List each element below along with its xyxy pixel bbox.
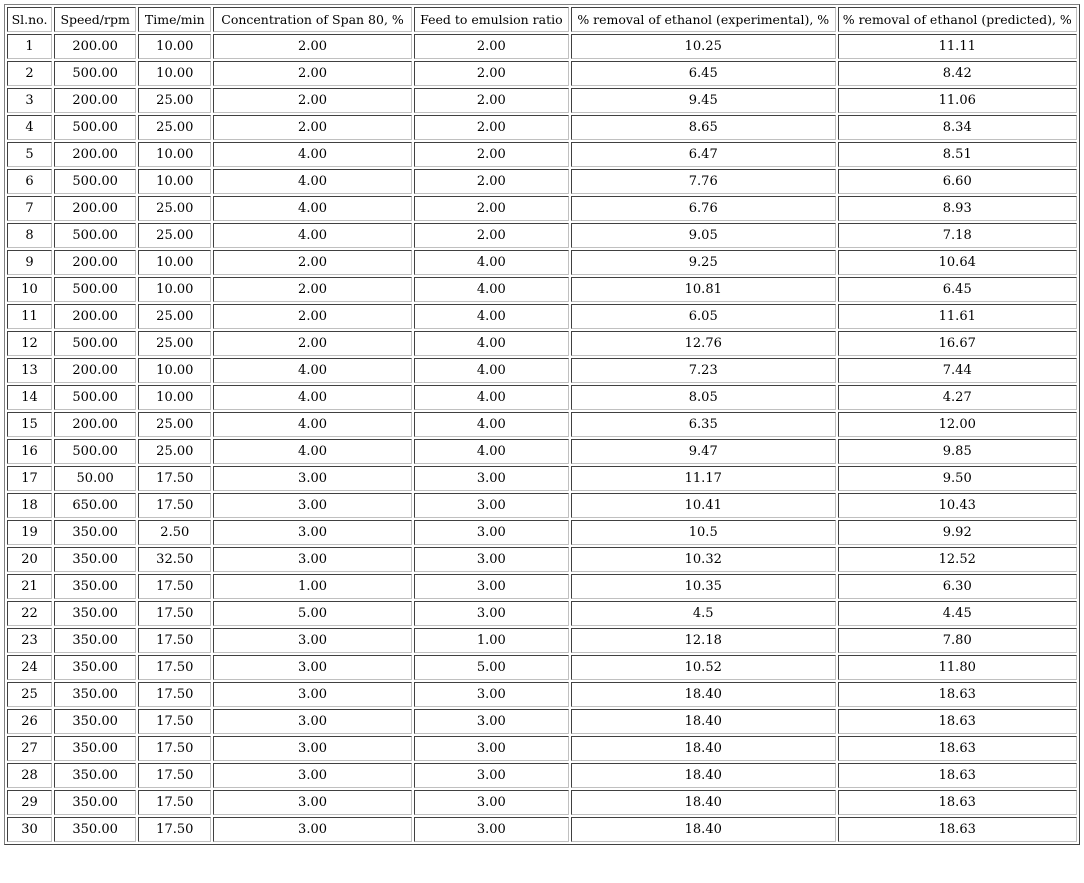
cell-sl-no: 26 [7,709,52,734]
header-feed-emulsion-ratio: Feed to emulsion ratio [414,7,569,32]
cell-sl-no: 17 [7,466,52,491]
cell-removal-predicted: 4.45 [838,601,1078,626]
cell-span80: 2.00 [213,250,411,275]
table-row [7,682,1077,707]
cell-removal-experimental: 7.76 [571,169,836,194]
cell-sl-no: 20 [7,547,52,572]
cell-span80: 5.00 [213,601,411,626]
cell-removal-predicted: 8.34 [838,115,1078,140]
cell-feed-ratio: 3.00 [414,574,569,599]
cell-removal-predicted: 8.42 [838,61,1078,86]
cell-feed-ratio: 2.00 [414,34,569,59]
cell-span80: 4.00 [213,439,411,464]
cell-removal-experimental: 18.40 [571,763,836,788]
cell-feed-ratio: 4.00 [414,331,569,356]
cell-time: 17.50 [138,790,211,815]
cell-sl-no: 24 [7,655,52,680]
cell-time: 17.50 [138,763,211,788]
cell-speed: 500.00 [54,331,136,356]
data-table [4,4,1080,845]
table-row [7,547,1077,572]
cell-time: 17.50 [138,817,211,842]
cell-span80: 3.00 [213,817,411,842]
cell-time: 25.00 [138,88,211,113]
cell-time: 10.00 [138,358,211,383]
cell-removal-predicted: 9.50 [838,466,1078,491]
cell-span80: 3.00 [213,655,411,680]
cell-span80: 2.00 [213,61,411,86]
cell-feed-ratio: 4.00 [414,358,569,383]
cell-sl-no: 18 [7,493,52,518]
cell-removal-predicted: 18.63 [838,709,1078,734]
cell-time: 17.50 [138,493,211,518]
table-row [7,115,1077,140]
cell-feed-ratio: 3.00 [414,682,569,707]
cell-sl-no: 1 [7,34,52,59]
cell-feed-ratio: 3.00 [414,466,569,491]
cell-sl-no: 9 [7,250,52,275]
cell-time: 25.00 [138,223,211,248]
cell-sl-no: 13 [7,358,52,383]
cell-time: 25.00 [138,304,211,329]
cell-removal-predicted: 7.44 [838,358,1078,383]
cell-feed-ratio: 4.00 [414,412,569,437]
cell-time: 17.50 [138,682,211,707]
cell-speed: 500.00 [54,277,136,302]
cell-removal-predicted: 18.63 [838,790,1078,815]
cell-span80: 3.00 [213,790,411,815]
cell-removal-experimental: 4.5 [571,601,836,626]
cell-removal-experimental: 18.40 [571,682,836,707]
cell-removal-experimental: 12.18 [571,628,836,653]
table-body [7,34,1077,842]
cell-time: 17.50 [138,628,211,653]
cell-time: 10.00 [138,250,211,275]
cell-removal-experimental: 10.35 [571,574,836,599]
cell-removal-experimental: 9.05 [571,223,836,248]
cell-feed-ratio: 2.00 [414,169,569,194]
cell-span80: 4.00 [213,385,411,410]
cell-span80: 3.00 [213,466,411,491]
cell-speed: 200.00 [54,196,136,221]
cell-removal-experimental: 18.40 [571,736,836,761]
cell-speed: 350.00 [54,709,136,734]
cell-time: 2.50 [138,520,211,545]
cell-removal-experimental: 8.65 [571,115,836,140]
cell-removal-experimental: 11.17 [571,466,836,491]
cell-speed: 350.00 [54,817,136,842]
cell-feed-ratio: 3.00 [414,601,569,626]
cell-sl-no: 11 [7,304,52,329]
cell-span80: 4.00 [213,358,411,383]
header-removal-predicted: % removal of ethanol (predicted), % [838,7,1078,32]
cell-feed-ratio: 3.00 [414,817,569,842]
header-span80-concentration: Concentration of Span 80, % [213,7,411,32]
cell-feed-ratio: 4.00 [414,250,569,275]
cell-time: 10.00 [138,34,211,59]
cell-sl-no: 25 [7,682,52,707]
cell-time: 32.50 [138,547,211,572]
cell-speed: 350.00 [54,601,136,626]
cell-removal-predicted: 11.80 [838,655,1078,680]
cell-removal-predicted: 11.11 [838,34,1078,59]
cell-removal-predicted: 10.64 [838,250,1078,275]
table-row [7,34,1077,59]
cell-sl-no: 15 [7,412,52,437]
cell-speed: 350.00 [54,574,136,599]
cell-sl-no: 27 [7,736,52,761]
cell-time: 25.00 [138,439,211,464]
cell-removal-predicted: 6.30 [838,574,1078,599]
table-row [7,736,1077,761]
cell-removal-predicted: 7.80 [838,628,1078,653]
table-row [7,223,1077,248]
cell-feed-ratio: 3.00 [414,709,569,734]
cell-time: 10.00 [138,142,211,167]
cell-removal-experimental: 6.45 [571,61,836,86]
cell-removal-predicted: 4.27 [838,385,1078,410]
table-row [7,439,1077,464]
table-row [7,385,1077,410]
cell-span80: 3.00 [213,520,411,545]
cell-removal-predicted: 10.43 [838,493,1078,518]
cell-sl-no: 30 [7,817,52,842]
cell-removal-experimental: 18.40 [571,790,836,815]
cell-speed: 200.00 [54,142,136,167]
cell-removal-predicted: 18.63 [838,817,1078,842]
cell-removal-experimental: 18.40 [571,817,836,842]
cell-sl-no: 29 [7,790,52,815]
cell-removal-experimental: 10.41 [571,493,836,518]
cell-span80: 3.00 [213,763,411,788]
cell-span80: 3.00 [213,682,411,707]
cell-speed: 200.00 [54,250,136,275]
cell-removal-experimental: 18.40 [571,709,836,734]
cell-time: 17.50 [138,601,211,626]
cell-speed: 350.00 [54,763,136,788]
cell-removal-experimental: 6.05 [571,304,836,329]
table-row [7,412,1077,437]
table-row [7,196,1077,221]
cell-sl-no: 10 [7,277,52,302]
cell-removal-experimental: 6.76 [571,196,836,221]
cell-removal-experimental: 8.05 [571,385,836,410]
cell-span80: 4.00 [213,412,411,437]
cell-removal-experimental: 10.81 [571,277,836,302]
cell-removal-predicted: 11.61 [838,304,1078,329]
cell-speed: 200.00 [54,358,136,383]
table-row [7,655,1077,680]
cell-speed: 500.00 [54,61,136,86]
cell-speed: 350.00 [54,790,136,815]
header-sl-no: Sl.no. [7,7,52,32]
cell-speed: 350.00 [54,520,136,545]
cell-speed: 350.00 [54,736,136,761]
cell-span80: 4.00 [213,169,411,194]
cell-speed: 500.00 [54,439,136,464]
cell-sl-no: 3 [7,88,52,113]
cell-span80: 4.00 [213,142,411,167]
cell-removal-experimental: 10.25 [571,34,836,59]
cell-time: 17.50 [138,466,211,491]
cell-removal-predicted: 18.63 [838,763,1078,788]
cell-removal-experimental: 10.5 [571,520,836,545]
cell-removal-predicted: 6.60 [838,169,1078,194]
table-row [7,817,1077,842]
cell-time: 25.00 [138,331,211,356]
cell-speed: 200.00 [54,304,136,329]
table-row [7,304,1077,329]
cell-time: 10.00 [138,169,211,194]
header-time: Time/min [138,7,211,32]
cell-removal-experimental: 10.52 [571,655,836,680]
cell-sl-no: 16 [7,439,52,464]
cell-span80: 2.00 [213,304,411,329]
header-row [7,7,1077,32]
cell-speed: 50.00 [54,466,136,491]
cell-removal-predicted: 12.52 [838,547,1078,572]
cell-speed: 650.00 [54,493,136,518]
cell-removal-experimental: 9.45 [571,88,836,113]
header-speed: Speed/rpm [54,7,136,32]
cell-sl-no: 23 [7,628,52,653]
cell-span80: 2.00 [213,34,411,59]
cell-speed: 500.00 [54,223,136,248]
table-row [7,493,1077,518]
cell-removal-experimental: 9.47 [571,439,836,464]
table-row [7,574,1077,599]
cell-feed-ratio: 2.00 [414,196,569,221]
cell-removal-predicted: 8.51 [838,142,1078,167]
cell-feed-ratio: 2.00 [414,88,569,113]
cell-span80: 3.00 [213,628,411,653]
cell-speed: 350.00 [54,682,136,707]
cell-removal-experimental: 7.23 [571,358,836,383]
cell-time: 25.00 [138,196,211,221]
table-row [7,358,1077,383]
cell-time: 10.00 [138,277,211,302]
cell-removal-predicted: 16.67 [838,331,1078,356]
cell-sl-no: 8 [7,223,52,248]
cell-time: 17.50 [138,709,211,734]
cell-span80: 3.00 [213,547,411,572]
cell-feed-ratio: 4.00 [414,277,569,302]
cell-sl-no: 19 [7,520,52,545]
cell-removal-predicted: 9.85 [838,439,1078,464]
table-row [7,601,1077,626]
cell-sl-no: 14 [7,385,52,410]
cell-span80: 3.00 [213,736,411,761]
table-row [7,169,1077,194]
cell-speed: 350.00 [54,547,136,572]
cell-span80: 2.00 [213,277,411,302]
cell-span80: 3.00 [213,709,411,734]
cell-span80: 1.00 [213,574,411,599]
cell-time: 17.50 [138,736,211,761]
cell-time: 10.00 [138,385,211,410]
cell-feed-ratio: 2.00 [414,115,569,140]
cell-feed-ratio: 4.00 [414,385,569,410]
cell-speed: 200.00 [54,88,136,113]
cell-removal-predicted: 11.06 [838,88,1078,113]
cell-removal-predicted: 18.63 [838,682,1078,707]
cell-removal-predicted: 8.93 [838,196,1078,221]
cell-sl-no: 7 [7,196,52,221]
cell-sl-no: 2 [7,61,52,86]
cell-time: 25.00 [138,115,211,140]
cell-time: 25.00 [138,412,211,437]
cell-feed-ratio: 2.00 [414,223,569,248]
cell-feed-ratio: 3.00 [414,493,569,518]
cell-speed: 350.00 [54,628,136,653]
cell-removal-predicted: 9.92 [838,520,1078,545]
cell-time: 17.50 [138,655,211,680]
cell-sl-no: 22 [7,601,52,626]
cell-span80: 2.00 [213,88,411,113]
cell-time: 10.00 [138,61,211,86]
cell-sl-no: 28 [7,763,52,788]
cell-feed-ratio: 4.00 [414,439,569,464]
table-row [7,142,1077,167]
header-removal-experimental: % removal of ethanol (experimental), % [571,7,836,32]
cell-removal-predicted: 6.45 [838,277,1078,302]
table-row [7,331,1077,356]
cell-sl-no: 5 [7,142,52,167]
table-row [7,277,1077,302]
cell-sl-no: 6 [7,169,52,194]
table-row [7,790,1077,815]
cell-span80: 3.00 [213,493,411,518]
cell-feed-ratio: 2.00 [414,61,569,86]
cell-feed-ratio: 3.00 [414,763,569,788]
table-row [7,88,1077,113]
cell-span80: 2.00 [213,115,411,140]
cell-feed-ratio: 5.00 [414,655,569,680]
table-row [7,628,1077,653]
cell-sl-no: 21 [7,574,52,599]
cell-speed: 500.00 [54,385,136,410]
cell-removal-experimental: 9.25 [571,250,836,275]
cell-feed-ratio: 1.00 [414,628,569,653]
cell-sl-no: 12 [7,331,52,356]
cell-speed: 350.00 [54,655,136,680]
cell-feed-ratio: 3.00 [414,547,569,572]
cell-time: 17.50 [138,574,211,599]
cell-span80: 2.00 [213,331,411,356]
cell-removal-predicted: 18.63 [838,736,1078,761]
cell-removal-experimental: 6.35 [571,412,836,437]
cell-removal-predicted: 12.00 [838,412,1078,437]
table-row [7,520,1077,545]
cell-removal-predicted: 7.18 [838,223,1078,248]
cell-feed-ratio: 3.00 [414,790,569,815]
cell-speed: 200.00 [54,34,136,59]
cell-speed: 500.00 [54,115,136,140]
cell-removal-experimental: 12.76 [571,331,836,356]
cell-sl-no: 4 [7,115,52,140]
table-row [7,61,1077,86]
cell-speed: 200.00 [54,412,136,437]
cell-removal-experimental: 10.32 [571,547,836,572]
table-row [7,250,1077,275]
cell-feed-ratio: 3.00 [414,520,569,545]
table-row [7,763,1077,788]
table-row [7,466,1077,491]
table-row [7,709,1077,734]
cell-span80: 4.00 [213,196,411,221]
cell-span80: 4.00 [213,223,411,248]
cell-speed: 500.00 [54,169,136,194]
cell-feed-ratio: 4.00 [414,304,569,329]
cell-removal-experimental: 6.47 [571,142,836,167]
cell-feed-ratio: 2.00 [414,142,569,167]
cell-feed-ratio: 3.00 [414,736,569,761]
